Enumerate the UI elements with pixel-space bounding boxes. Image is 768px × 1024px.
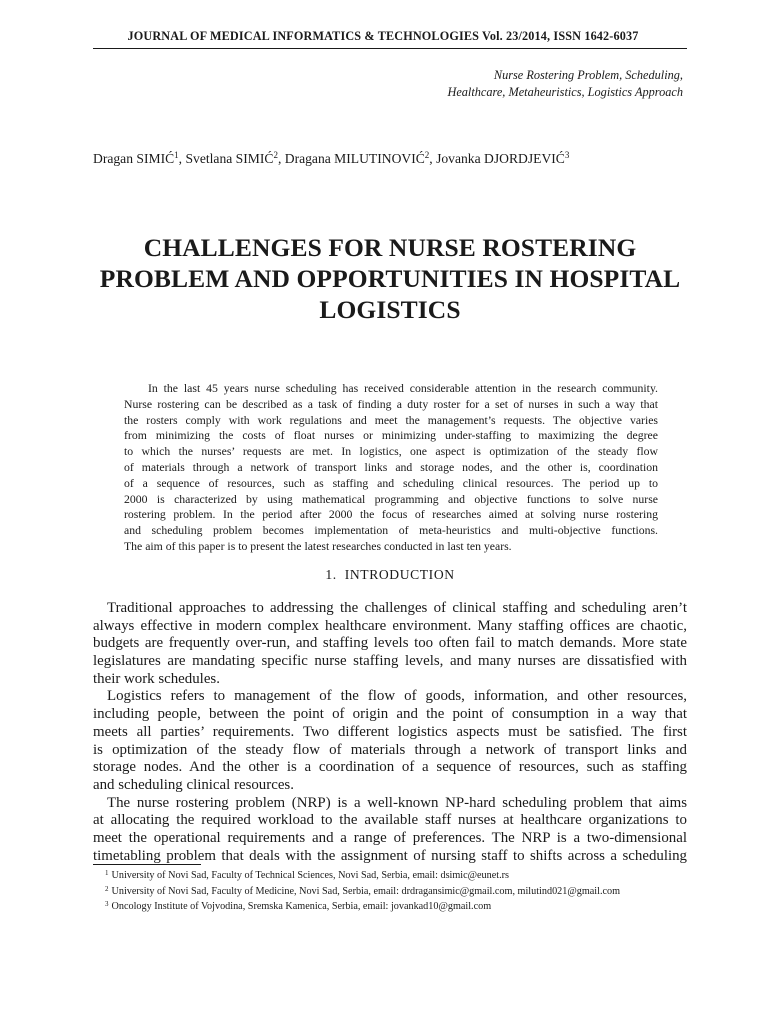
body-line: and scheduling clinical resources. <box>93 776 294 793</box>
footnote-text: University of Novi Sad, Faculty of Medicine, Novi Sad, Serbia, email: drdragansimic@gmail.com, milutind021@gmail.com <box>111 885 621 897</box>
paper-title <box>80 232 700 325</box>
body-line: at allocating the required workload to the available staff nurses at healthcare organizations to <box>93 812 687 829</box>
body-line: always effective in modern complex healthcare environment. Many staffing offices are chaotic, <box>93 617 687 634</box>
abstract-line: In the last 45 years nurse scheduling has received considerable attention in the research community. <box>148 382 658 395</box>
footnotes <box>105 867 705 914</box>
keywords-line: Healthcare, Metaheuristics, Logistics Approach <box>447 85 683 99</box>
body-line: is optimization of the steady flow of materials through a network of transport links and <box>93 741 687 758</box>
footnote-rule <box>93 864 201 865</box>
footnote-text: University of Novi Sad, Faculty of Technical Sciences, Novi Sad, Serbia, email: dsimic@eunet.rs <box>111 870 510 881</box>
keywords <box>283 67 683 101</box>
footnote <box>105 883 705 899</box>
footnote <box>105 867 705 883</box>
body-line: timetabling problem that deals with the assignment of nursing staff to shifts across a scheduling <box>93 847 687 864</box>
body-line: storage nodes. And the other is a coordination of a sequence of resources, such as staffing <box>93 759 687 776</box>
body-line: Logistics refers to management of the flow of goods, information, and other resources, <box>107 688 687 705</box>
keywords-line: Nurse Rostering Problem, Scheduling, <box>493 68 683 82</box>
footnote <box>105 898 705 914</box>
author-name: Dragan SIMIĆ <box>93 151 175 166</box>
abstract-line: of materials through a network of transport links and storage nodes, and the other is, coordination <box>124 460 658 474</box>
abstract-line: to which the nurses’ requests are met. In logistics, one aspect is optimization of the steady flow <box>124 445 658 459</box>
author-list: Dragan SIMIĆ$^1$, Svetlana SIMIĆ$^2$, Dragana MILUTINOVIĆ$^2$, Jovanka DJORDJEVIĆ$^3$ <box>93 150 570 166</box>
abstract-line: the rosters comply with work regulations and meet the management’s requests. The objective varies <box>124 413 658 427</box>
footnote-mark: 1 <box>105 869 109 877</box>
body-line: Traditional approaches to addressing the challenges of clinical staffing and scheduling aren’t <box>107 600 687 616</box>
section-title: INTRODUCTION <box>344 567 455 582</box>
footnote-mark: 3 <box>105 900 109 909</box>
footnote-text: Oncology Institute of Vojvodina, Sremska Kamenica, Serbia, email: jovankad10@gmail.com <box>111 901 492 913</box>
title-line: CHALLENGES FOR NURSE ROSTERING <box>143 233 637 262</box>
author-name: Svetlana SIMIĆ <box>185 151 274 166</box>
abstract-line: 2000 is characterized by using mathematical programming and objective functions to solve nurse <box>124 492 658 506</box>
abstract-line: from minimizing the costs of float nurses or minimizing under-staffing to maximizing the degree <box>124 429 658 443</box>
abstract-line: and scheduling problem becomes implementation of meta-heuristics and multi-objective functions. <box>124 524 658 538</box>
body-line: meet the operational requirements and a range of preferences. The NRP is a two-dimensional <box>93 829 687 846</box>
author-affiliation-mark: 2 <box>273 150 278 160</box>
title-line: LOGISTICS <box>319 295 461 324</box>
abstract-line: Nurse rostering can be described as a task of finding a duty roster for a set of nurses in such a way that <box>124 397 658 411</box>
section-heading <box>93 567 687 583</box>
abstract-line: of a sequence of resources, such as staffing and scheduling clinical resources. The period up to <box>124 476 658 490</box>
body-line: legislatures are mandating specific nurse staffing levels, and many nurses are dissatisfied with <box>93 653 687 670</box>
title-line: PROBLEM AND OPPORTUNITIES IN HOSPITAL <box>99 264 681 293</box>
body-line: their work schedules. <box>93 670 220 687</box>
footnote-mark: 2 <box>105 884 109 893</box>
body-line: budgets are frequently over-run, and staffing levels too often fail to match demands. More state <box>93 635 687 652</box>
author-affiliation-mark: 2 <box>424 150 430 160</box>
abstract-line: The aim of this paper is to present the latest researches conducted in last ten years. <box>124 539 512 553</box>
author-name: Jovanka DJORDJEVIĆ <box>436 151 565 166</box>
journal-header: JOURNAL OF MEDICAL INFORMATICS & TECHNOLOGIES Vol. 23/2014, ISSN 1642-6037 <box>127 29 639 43</box>
body-line: The nurse rostering problem (NRP) is a well-known NP-hard scheduling problem that aims <box>107 794 687 811</box>
body-line: including people, between the point of origin and the point of consumption in a way that <box>93 706 687 723</box>
abstract <box>124 381 658 555</box>
abstract-line: rostering problem. In the period after 2000 the focus of researches aimed at solving nurse rostering <box>124 508 658 522</box>
body-line: meets all parties’ requirements. Two different logistics aspects must be satisfied. The first <box>93 723 687 740</box>
author-affiliation-mark: 3 <box>564 150 570 160</box>
author-name: Dragana MILUTINOVIĆ <box>284 151 425 166</box>
section-number: 1. <box>325 567 337 582</box>
header-rule <box>93 48 687 49</box>
author-affiliation-mark: 1 <box>174 150 179 160</box>
body-text <box>93 600 687 865</box>
